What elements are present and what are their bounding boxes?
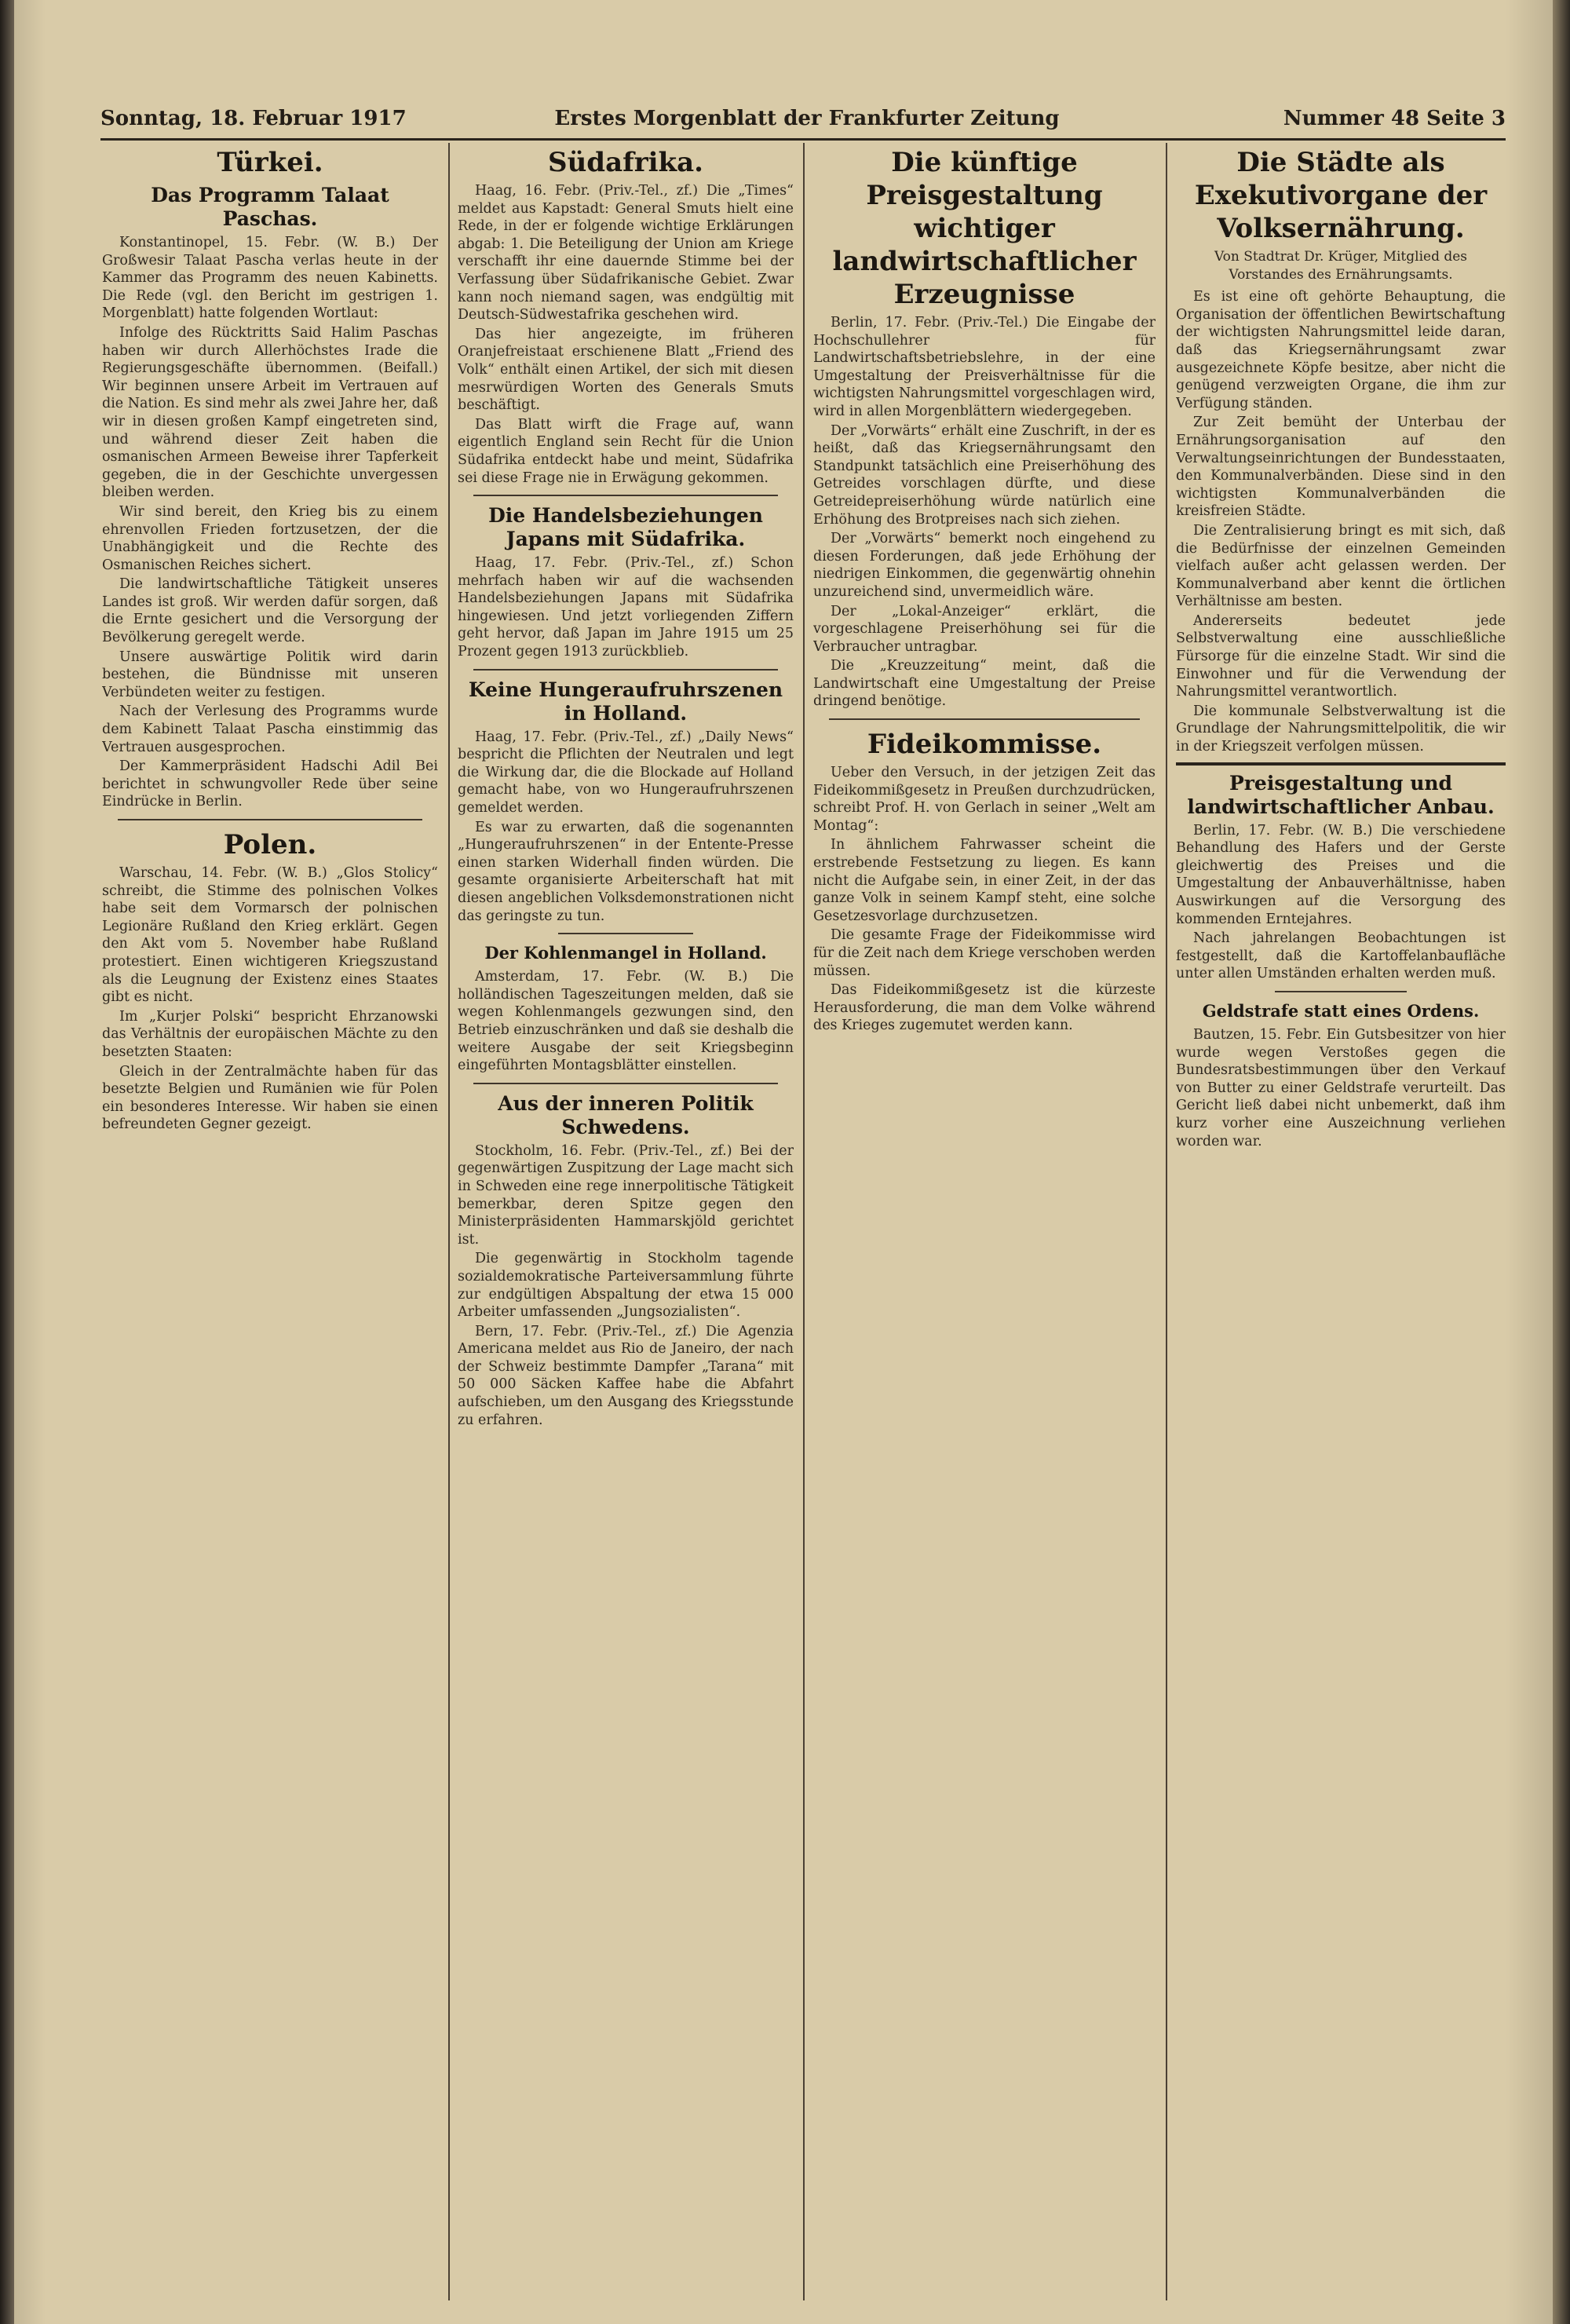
article-headline: Die künftige Preisgestaltung wichtiger landwirtschaftlicher Erzeugnisse [832, 147, 1137, 310]
article-headline: Südafrika. [548, 147, 703, 178]
masthead [100, 107, 1506, 141]
article-paragraph: Die landwirtschaftliche Tätigkeit unseres Landes ist groß. Wir werden dafür sorgen, daß die Ernte gesichert und die Versorgung der Bevölkerung geregelt werde. [102, 576, 438, 646]
article-paragraph: Haag, 17. Febr. (Priv.-Tel., zf.) „Daily News“ bespricht die Pflichten der Neutralen und legt die Wirkung dar, die die Blockade auf Holland gemacht habe, von wo Hungeraufruhrszenen gemeldet werden. [458, 729, 794, 817]
article-paragraph: Das Blatt wirft die Frage auf, wann eigentlich England sein Recht für die Union Südafrika entdeckt habe und meint, Südafrika sei diese Frage nie in Erwägung gekommen. [458, 416, 794, 486]
article-minor-headline: Der Kohlenmangel in Holland. [484, 943, 767, 963]
article-subheadline: Keine Hungeraufruhrszenen in Holland. [468, 678, 783, 725]
article-subheadline: Das Programm Talaat Paschas. [151, 184, 389, 230]
article-paragraph: Es ist eine oft gehörte Behauptung, die Organisation der öffentlichen Bewirtschaftung der wichtigsten Nahrungsmittel leide daran, daß das Kriegsernährungsamt zwar ausgezeichnete Köpfe besitze, aber nicht die genügend verzweigten Organe, die ihm zur Verfügung ständen. [1176, 289, 1506, 411]
article-paragraph: Amsterdam, 17. Febr. (W. B.) Die holländischen Tageszeitungen melden, daß sie wegen Kohlenmangels gezwungen sind, den Betrieb einzuschränken und daß sie deshalb die weitere Ausgabe der seit Kriegsbeginn eingeführten Montagsblätter einstellen. [458, 969, 794, 1074]
article-paragraph: Der „Vorwärts“ bemerkt noch eingehend zu diesen Forderungen, daß jede Erhöhung der niedrigen Einkommen, die gegenwärtig ohnehin unzureichend sind, unvermeidlich wäre. [813, 531, 1156, 600]
article-paragraph: Berlin, 17. Febr. (Priv.-Tel.) Die Eingabe der Hochschullehrer für Landwirtschaftsbetriebslehre, in der eine Umgestaltung der Preisverhältnisse für die wichtigsten Nahrungsmittel vorgeschlagen wird, wird in allen Morgenblättern wiedergegeben. [813, 315, 1156, 419]
article-headline: Polen. [223, 829, 317, 861]
article-paragraph: Der „Lokal-Anzeiger“ erklärt, die vorgeschlagene Preiserhöhung sei für die Verbraucher untragbar. [813, 603, 1156, 655]
article-paragraph: Nach der Verlesung des Programms wurde dem Kabinett Talaat Pascha einstimmig das Vertrauen ausgesprochen. [102, 703, 438, 755]
masthead-paper-name: Erstes Morgenblatt der Frankfurter Zeitung [554, 107, 1060, 130]
article-headline: Türkei. [217, 147, 323, 178]
article-paragraph: Infolge des Rücktritts Said Halim Paschas haben wir durch Allerhöchstes Irade die Regierungsgeschäfte übernommen. (Beifall.) Wir beginnen unsere Arbeit im Vertrauen auf die Nation. Es sind mehr als zwei Jahre her, daß wir in diesen großen Kampf eingetreten sind, und während dieser Zeit haben die osmanischen Armeen Beweise ihrer Tapferkeit gegeben, die in der Geschichte unvergessen bleiben werden. [102, 324, 438, 501]
column-1 [102, 141, 438, 2308]
article-headline: Fideikommisse. [867, 729, 1102, 761]
column-3 [813, 141, 1156, 2308]
article-minor-headline: Geldstrafe statt eines Ordens. [1202, 1000, 1480, 1021]
article-paragraph: Der „Vorwärts“ erhält eine Zuschrift, in der es heißt, daß das Kriegsernährungsamt den Standpunkt tatsächlich eine Preiserhöhung des Getreides vorschlagen dürfte, und diese Getreidepreiserhöhung würde natürlich eine Erhöhung des Brotpreises nach sich ziehen. [813, 422, 1156, 528]
article-paragraph: Das hier angezeigte, im früheren Oranjefreistaat erschienene Blatt „Friend des Volk“ enthält einen Artikel, der sich mit diesen mesrwürdigen Worten des Generals Smuts beschäftigt. [458, 326, 794, 414]
article-paragraph: Unsere auswärtige Politik wird darin bestehen, die Bündnisse mit unseren Verbündeten weiter zu festigen. [102, 649, 438, 700]
section-divider [473, 1083, 778, 1084]
article-paragraph: Das Fideikommißgesetz ist die kürzeste Herausforderung, die man dem Volke während des Krieges zugemutet werden kann. [813, 982, 1156, 1034]
short-divider [558, 933, 692, 934]
article-paragraph: Andererseits bedeutet jede Selbstverwaltung eine ausschließliche Fürsorge für die einzelne Stadt. Wir sind die Einwohner und für die Verwendung der Nahrungsmittel verantwortlich. [1176, 612, 1506, 700]
article-paragraph: Gleich in der Zentralmächte haben für das besetzte Belgien und Rumänien wie für Polen ein besonderes Interesse. Wir haben sie einen befreundeten Gegner gezeigt. [102, 1063, 438, 1133]
article-paragraph: Die gegenwärtig in Stockholm tagende sozialdemokratische Parteiversammlung führte zur endgültigen Abspaltung der etwa 15 000 Arbeiter umfassenden „Jungsozialisten“. [458, 1251, 794, 1321]
article-paragraph: Haag, 16. Febr. (Priv.-Tel., zf.) Die „Times“ meldet aus Kapstadt: General Smuts hielt eine Rede, in der er folgende wichtige Erklärungen abgab: 1. Die Beteiligung der Union am Kriege verschafft ihr eine dauernde Stimme bei der Verfassung über Südafrikanische Gebiet. Zwar kann noch niemand sagen, was endgültig mit Deutsch-Südwestafrika geschehen wird. [458, 183, 794, 323]
article-headline: Die Städte als Exekutivorgane der Volksernährung. [1194, 147, 1488, 244]
heavy-divider [1176, 762, 1506, 766]
article-paragraph: Nach jahrelangen Beobachtungen ist festgestellt, daß die Kartoffelanbaufläche unter allen Umständen erhalten werden muß. [1176, 930, 1506, 982]
article-paragraph: Die gesamte Frage der Fideikommisse wird für die Zeit nach dem Kriege verschoben werden müssen. [813, 927, 1156, 979]
article-paragraph: Die kommunale Selbstverwaltung ist die Grundlage der Nahrungsmittelpolitik, die wir in der Kriegszeit verfolgen müssen. [1176, 703, 1506, 755]
section-divider [473, 495, 778, 496]
article-byline: Von Stadtrat Dr. Krüger, Mitglied des Vorstandes des Ernährungsamts. [1214, 249, 1468, 283]
section-divider [829, 718, 1140, 720]
short-divider [1275, 991, 1407, 992]
article-paragraph: Im „Kurjer Polski“ bespricht Ehrzanowski das Verhältnis der europäischen Mächte zu den besetzten Staaten: [102, 1008, 438, 1060]
article-paragraph: Es war zu erwarten, daß die sogenannten „Hungeraufruhrszenen“ in der Entente-Presse einen starken Widerhall finden würden. Die gesamte organisierte Arbeiterschaft hat mit diesen angeblichen Volksdemonstrationen nicht das geringste zu tun. [458, 819, 794, 924]
binding-gutter-right [1553, 0, 1570, 2324]
column-rule [1166, 143, 1167, 2300]
column-rule [803, 143, 805, 2300]
article-paragraph: Zur Zeit bemüht der Unterbau der Ernährungsorganisation auf den Verwaltungseinrichtungen der Bundesstaaten, den Kommunalverbänden. Diese sind in den wichtigsten Kommunalverbänden die kreisfreien Städte. [1176, 415, 1506, 520]
article-paragraph: Konstantinopel, 15. Febr. (W. B.) Der Großwesir Talaat Pascha verlas heute in der Kammer das Programm des neuen Kabinetts. Die Rede (vgl. den Bericht im gestrigen 1. Morgenblatt) hatte folgenden Wortlaut: [102, 235, 438, 322]
masthead-issue-page: Nummer 48 Seite 3 [1283, 107, 1506, 130]
column-2 [458, 141, 794, 2308]
binding-gutter-left [0, 0, 14, 2324]
article-paragraph: Ueber den Versuch, in der jetzigen Zeit das Fideikommißgesetz in Preußen durchzudrücken, schreibt Prof. H. von Gerlach in seiner „Welt am Montag“: [813, 765, 1156, 834]
section-divider [118, 819, 422, 820]
newspaper-page [14, 0, 1553, 2324]
article-paragraph: Die Zentralisierung bringt es mit sich, daß die Bedürfnisse der einzelnen Gemeinden vielfach außer acht gelassen werden. Der Kommunalverband aber kennt die örtlichen Verhältnisse am besten. [1176, 522, 1506, 610]
article-paragraph: Haag, 17. Febr. (Priv.-Tel., zf.) Schon mehrfach haben wir auf die wachsenden Handelsbeziehungen Japans mit Südafrika hingewiesen. Und jetzt vorliegenden Ziffern geht hervor, daß Japan im Jahre 1915 um 25 Prozent gegen 1913 zurückblieb. [458, 555, 794, 660]
article-paragraph: Der Kammerpräsident Hadschi Adil Bei berichtet in schwungvoller Rede über seine Eindrücke in Berlin. [102, 758, 438, 810]
article-subheadline: Preisgestaltung und landwirtschaftlicher Anbau. [1187, 771, 1495, 818]
article-paragraph: Bern, 17. Febr. (Priv.-Tel., zf.) Die Agenzia Americana meldet aus Rio de Janeiro, der nach der Schweiz bestimmte Dampfer „Tarana“ mit 50 000 Säcken Kaffee habe die Abfahrt aufschieben, um den Ausgang des Kriegsstunde zu erfahren. [458, 1323, 794, 1428]
article-paragraph: Stockholm, 16. Febr. (Priv.-Tel., zf.) Bei der gegenwärtigen Zuspitzung der Lage macht sich in Schweden eine rege innerpolitische Tätigkeit bemerkbar, deren Spitze gegen den Ministerpräsidenten Hammarskjöld gerichtet ist. [458, 1142, 794, 1248]
article-paragraph: In ähnlichem Fahrwasser scheint die erstrebende Festsetzung zu liegen. Es kann nicht die Aufgabe sein, in einer Zeit, in der das ganze Volk in seinem Kampf steht, eine solche Gesetzesvorlage durchzusetzen. [813, 837, 1156, 924]
article-paragraph: Warschau, 14. Febr. (W. B.) „Glos Stolicy“ schreibt, die Stimme des polnischen Volkes habe seit dem Vormarsch der polnischen Legionäre Rußland den Krieg erklärt. Gegen den Akt vom 5. November habe Rußland protestiert. Einen wichtigeren Kriegszustand als die Leugnung der Existenz eines Staates gibt es nicht. [102, 865, 438, 1006]
section-divider [473, 669, 778, 671]
masthead-date: Sonntag, 18. Februar 1917 [100, 107, 407, 130]
column-4 [1176, 141, 1506, 2308]
article-subheadline: Aus der inneren Politik Schwedens. [498, 1091, 754, 1138]
article-subheadline: Die Handelsbeziehungen Japans mit Südafrika. [488, 504, 763, 551]
column-rule [448, 143, 450, 2300]
article-paragraph: Wir sind bereit, den Krieg bis zu einem ehrenvollen Frieden fortzusetzen, der die Unabhängigkeit und die Rechte des Osmanischen Reiches sichert. [102, 503, 438, 573]
article-paragraph: Bautzen, 15. Febr. Ein Gutsbesitzer von hier wurde wegen Verstoßes gegen die Bundesratsbestimmungen über den Verkauf von Butter zu einer Geldstrafe verurteilt. Das Gericht ließ dabei nicht unbemerkt, daß ihm kurz vorher eine Auszeichnung verliehen worden war. [1176, 1026, 1506, 1149]
article-paragraph: Berlin, 17. Febr. (W. B.) Die verschiedene Behandlung des Hafers und der Gerste gleichwertig des Preises und die Umgestaltung der Anbauverhältnisse, haben Auswirkungen auf die Versorgung des kommenden Erntejahres. [1176, 822, 1506, 927]
article-paragraph: Die „Kreuzzeitung“ meint, daß die Landwirtschaft eine Umgestaltung der Preise dringend benötige. [813, 658, 1156, 710]
